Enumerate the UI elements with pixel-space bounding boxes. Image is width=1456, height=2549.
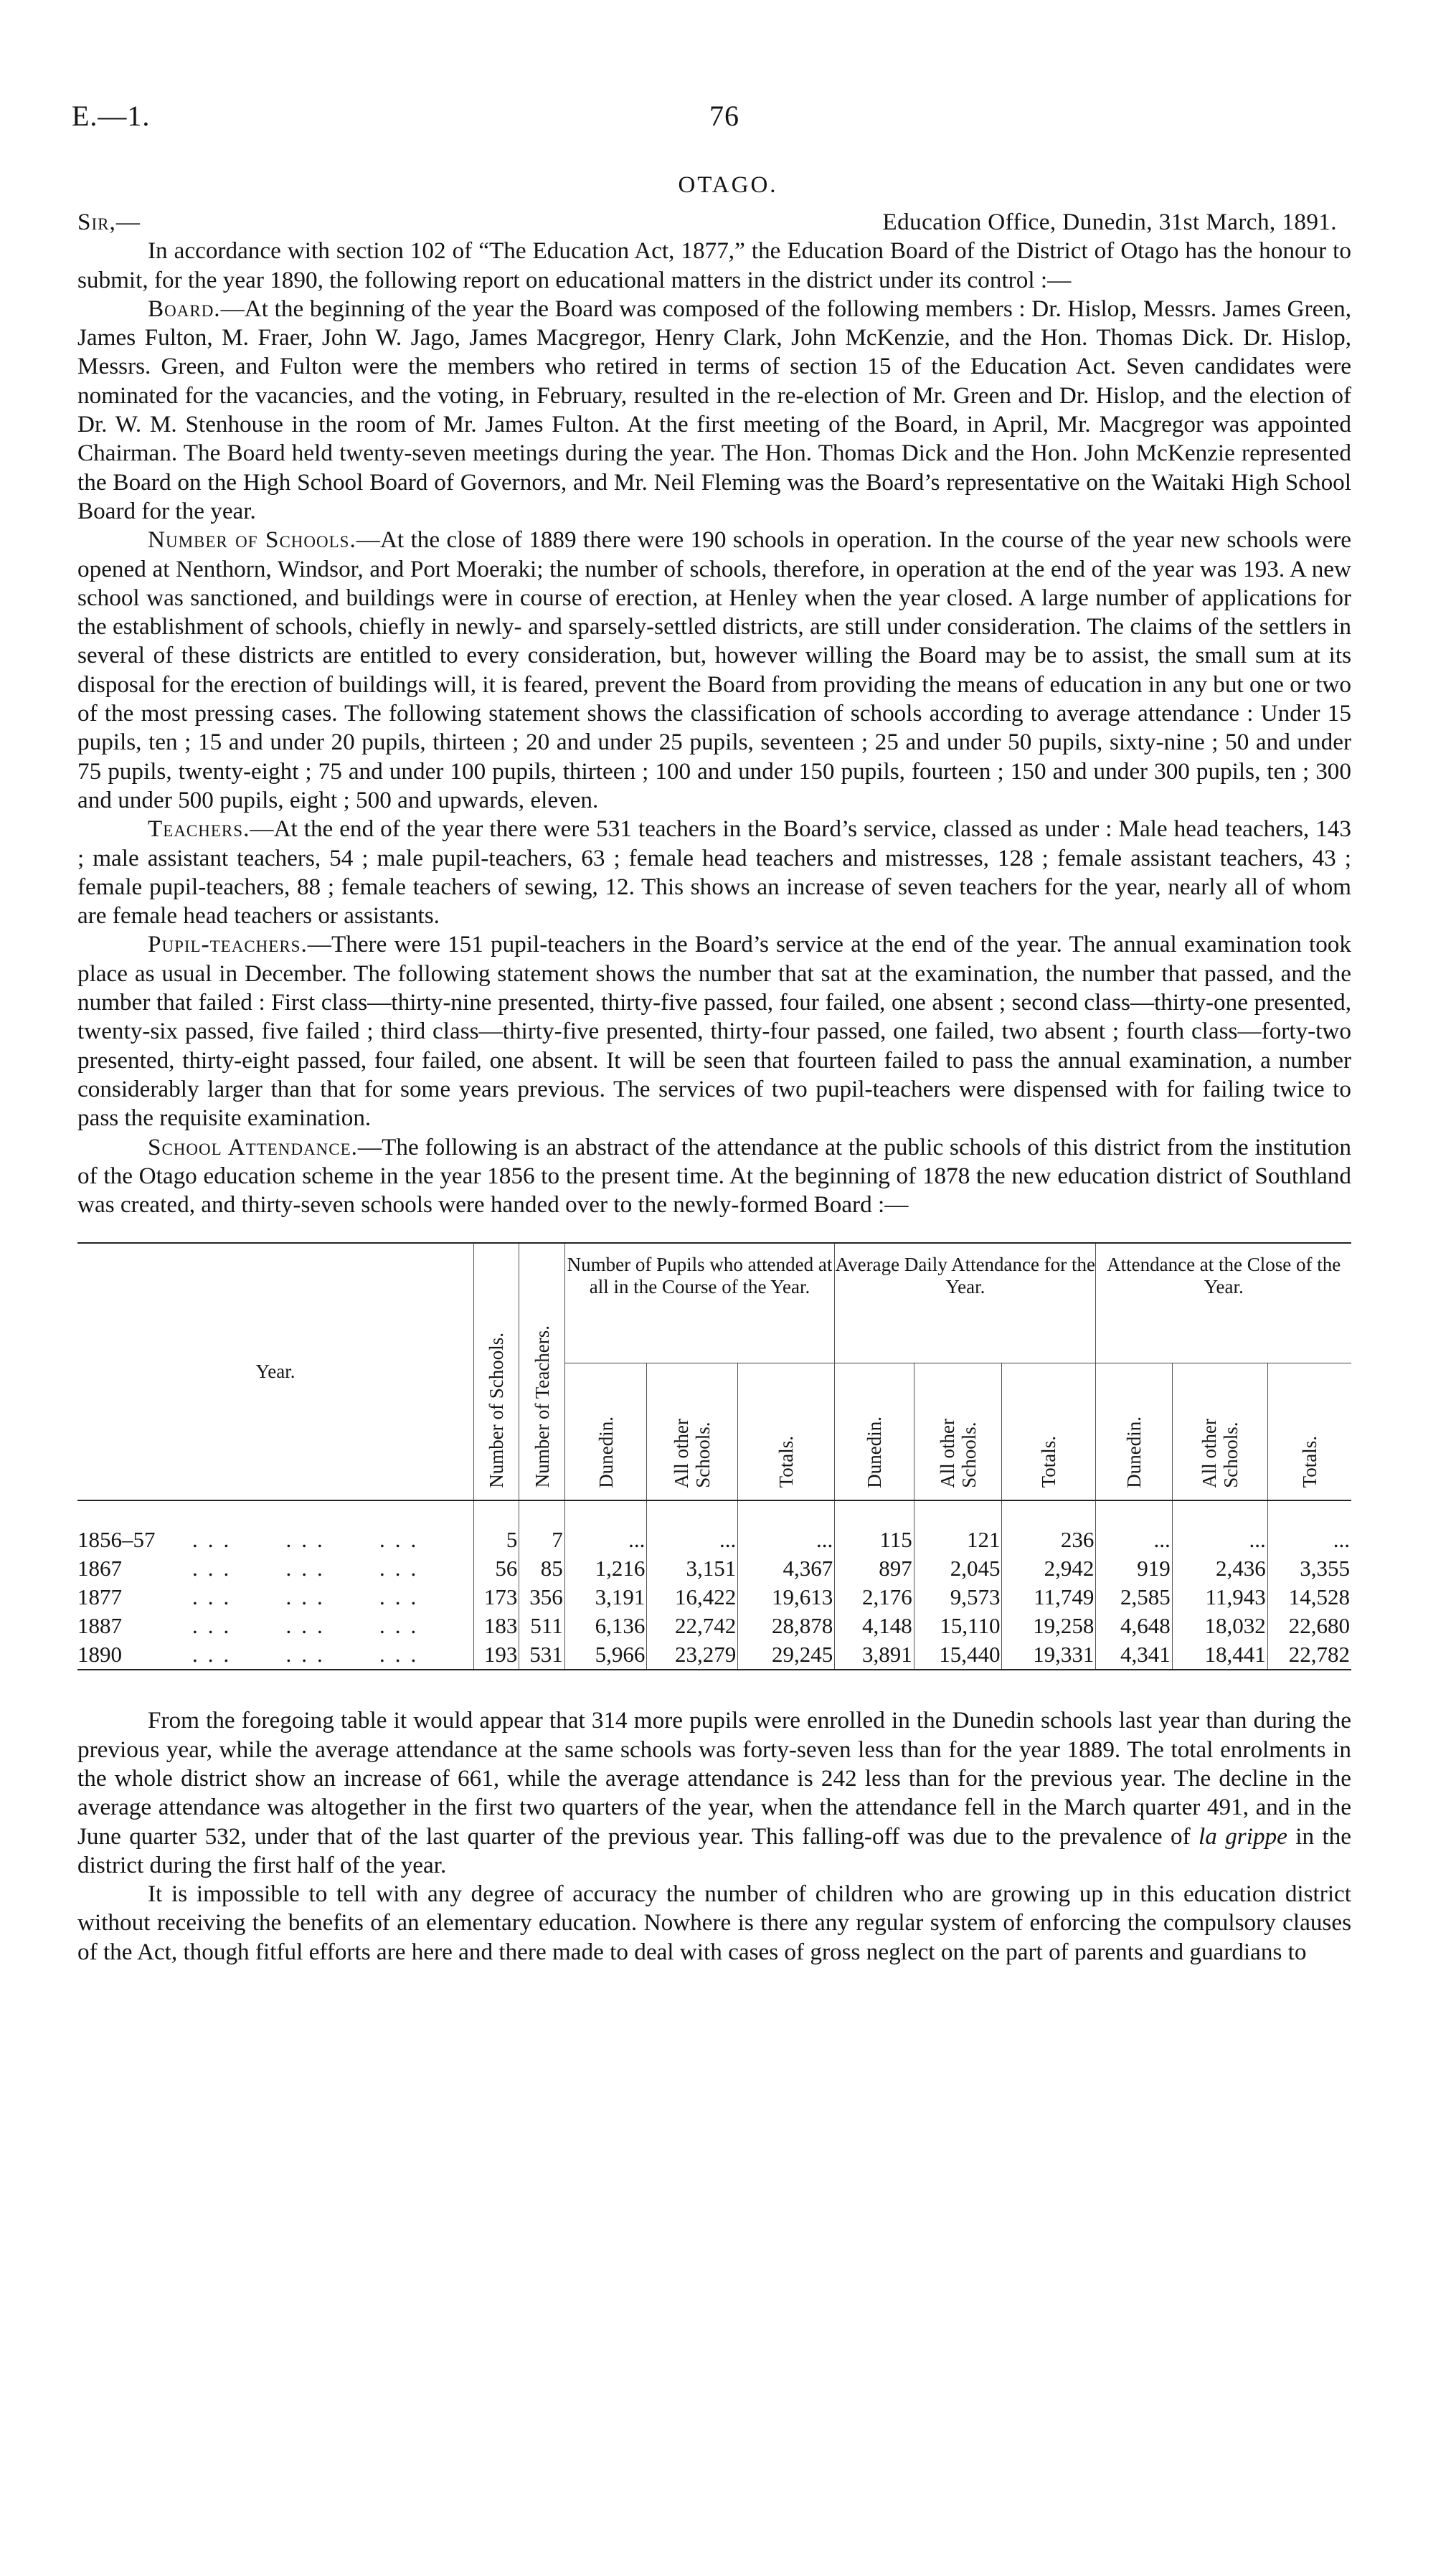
text-pupil-teachers: —There were 151 pupil-teachers in the Board’s service at the end of the year. The annual examination took place as usual in December. The following statement shows the number that sat at the examination, the number that passed, and the number that failed : First class—thirty-nine presented, thirty-five passed, four failed, one absent ; second class—thirty-one presented, twenty-six passed, five failed ; third class—thirty-five presented, thirty-four passed, one failed, two absent ; fourth class—forty-two presented, thirty-eight passed, four failed, one absent. It will be seen that fourteen failed to pass the annual examination, a number considerably larger than that for some years previous. The services of two pupil-teachers were dispensed with for failing twice to pass the requisite examination. [77,931,1351,1132]
cell-e-oth: 23,279 [647,1640,738,1670]
cell-e-dun: 1,216 [564,1554,647,1583]
cell-c-oth: 2,436 [1172,1554,1267,1583]
heading-board: Board. [148,295,221,322]
year-cell: 1887 ... ... ... [77,1613,427,1639]
close-group-header: Attendance at the Close of the Year. [1096,1243,1351,1363]
cell-a-oth: 121 [914,1526,1002,1554]
sub-totals: Totals. [738,1363,835,1501]
leader-dots: ... ... ... [192,1556,427,1581]
cell-a-tot: 236 [1002,1526,1096,1554]
cell-a-dun: 897 [835,1554,914,1583]
year-cell: 1856–57 ... ... ... [77,1527,427,1553]
sub-totals: Totals. [1002,1363,1096,1501]
paragraph-pupil-teachers [77,930,1351,1132]
report-body [77,208,1351,1967]
table-row [77,1583,1351,1612]
cell-e-oth: 16,422 [647,1583,738,1612]
paragraph-board [77,295,1351,526]
cell-teachers: 531 [519,1640,564,1670]
salutation: Sir,— [77,209,141,235]
heading-attendance: School Attendance. [148,1133,358,1160]
cell-e-dun: ... [564,1526,647,1554]
cell-e-tot: 28,878 [738,1612,835,1640]
cell-c-tot: 22,782 [1267,1640,1351,1670]
cell-a-tot: 2,942 [1002,1554,1096,1583]
paragraph-after-table-1: From the foregoing table it would appear that 314 more pupils were enrolled in the Dunedin schools last year than during the previous year, while the average attendance at the same schools was forty-seven less than for the year 1889. The total enrolments in the whole district show an increase of 661, while the average attendance is 242 less than for the previous year. The decline in the average attendance was altogether in the first two quarters of the year, when the attendance fell in the March quarter 491, and in the June quarter 532, under that of the last quarter of the previous year. This falling-off was due to the prevalence of la grippe in the district during the first half of the year. [77,1707,1352,1878]
cell-c-dun: 919 [1096,1554,1172,1583]
sub-dunedin: Dunedin. [1096,1363,1172,1501]
cell-e-dun: 3,191 [564,1583,647,1612]
cell-schools: 5 [473,1526,519,1554]
sub-totals: Totals. [1267,1363,1351,1501]
cell-c-dun: ... [1096,1526,1172,1554]
cell-c-tot: 14,528 [1267,1583,1351,1612]
text-teachers: —At the end of the year there were 531 teachers in the Board’s service, classed as under : Male head teachers, 143 ; male assistant teachers, 54 ; male pupil-teachers, 63 ; female head teachers and mistresses, 128 ; female assistant teachers, 43 ; female pupil-teachers, 88 ; female teachers of sewing, 12. This shows an increase of seven teachers for the year, nearly all of whom are female head teachers or assistants. [77,815,1351,930]
cell-e-tot: 4,367 [738,1554,835,1583]
cell-c-tot: 3,355 [1267,1554,1351,1583]
cell-e-oth: ... [647,1526,738,1554]
cell-a-oth: 2,045 [914,1554,1002,1583]
cell-a-dun: 2,176 [835,1583,914,1612]
cell-c-oth: 18,032 [1172,1612,1267,1640]
cell-c-dun: 4,648 [1096,1612,1172,1640]
attendance-table [77,1242,1351,1670]
year-cell: 1867 ... ... ... [77,1556,427,1581]
text-attendance: —The following is an abstract of the attendance at the public schools of this district from the institution of the Otago education scheme in the year 1856 to the present time. At the beginning of 1878 the new education district of Southland was created, and thirty-seven schools were handed over to the newly-formed Board :— [77,1133,1351,1219]
cell-e-dun: 6,136 [564,1612,647,1640]
cell-schools: 183 [473,1612,519,1640]
paragraph-intro: In accordance with section 102 of “The Education Act, 1877,” the Education Board of the District of Otago has the honour to submit, for the year 1890, the following report on educational matters in the district under its control :— [77,237,1351,293]
heading-schools: Number of Schools. [148,526,356,554]
italic-la-grippe: la grippe [1199,1822,1287,1850]
table-row [77,1526,1351,1554]
cell-a-dun: 115 [835,1526,914,1554]
section-title: OTAGO. [678,172,778,198]
cell-c-oth: 11,943 [1172,1583,1267,1612]
paragraph-attendance [77,1133,1351,1220]
table-spacer [77,1500,1351,1526]
cell-e-tot: ... [738,1526,835,1554]
cell-schools: 56 [473,1554,519,1583]
address-line: Education Office, Dunedin, 31st March, 1891. [882,209,1337,235]
year-cell: 1877 ... ... ... [77,1584,427,1610]
cell-c-dun: 4,341 [1096,1640,1172,1670]
paragraph-schools [77,526,1351,815]
cell-e-oth: 22,742 [647,1612,738,1640]
schools-header: Number of Schools. [473,1243,519,1500]
table-row [77,1640,1351,1670]
paragraph-after-table-2: It is impossible to tell with any degree of accuracy the number of children who are growing up in this education district without receiving the benefits of an elementary education. Nowhere is there any regular system of enforcing the compulsory clauses of the Act, though fitful efforts are here and there made to deal with cases of gross neglect on the part of parents and guardians to [77,1881,1351,1965]
cell-a-oth: 15,110 [914,1612,1002,1640]
cell-a-oth: 15,440 [914,1640,1002,1670]
sub-other: All other Schools. [914,1363,1002,1501]
sub-dunedin: Dunedin. [564,1363,647,1501]
leader-dots: ... ... ... [192,1584,427,1610]
table-body [77,1526,1351,1670]
paragraph-teachers [77,815,1351,930]
sub-other: All other Schools. [647,1363,738,1501]
salutation-line [77,208,1351,237]
average-group-header: Average Daily Attendance for the Year. [835,1243,1096,1363]
cell-a-dun: 3,891 [835,1640,914,1670]
cell-c-oth: 18,441 [1172,1640,1267,1670]
cell-schools: 193 [473,1640,519,1670]
enrolled-group-header: Number of Pupils who attended at all in the Course of the Year. [564,1243,834,1363]
cell-e-dun: 5,966 [564,1640,647,1670]
attendance-table-wrapper [77,1242,1351,1670]
cell-teachers: 511 [519,1612,564,1640]
cell-a-dun: 4,148 [835,1612,914,1640]
leader-dots: ... ... ... [192,1613,427,1639]
cell-c-tot: 22,680 [1267,1612,1351,1640]
cell-a-tot: 19,258 [1002,1612,1096,1640]
cell-c-oth: ... [1172,1526,1267,1554]
cell-e-tot: 29,245 [738,1640,835,1670]
sub-other: All other Schools. [1172,1363,1267,1501]
text-schools: —At the close of 1889 there were 190 schools in operation. In the course of the year new schools were opened at Nenthorn, Windsor, and Port Moeraki; the number of schools, therefore, in operation at the end of the year was 193. A new school was sanctioned, and buildings were in course of erection, at Henley when the year closed. A large number of applications for the establishment of schools, chiefly in newly- and sparsely-settled districts, are still under consideration. The claims of the settlers in several of these districts are entitled to every consideration, but, however willing the Board may be to assist, the small sum at its disposal for the erection of buildings will, it is feared, prevent the Board from providing the means of education in any but one or two of the most pressing cases. The following statement shows the classification of schools according to average attendance : Under 15 pupils, ten ; 15 and under 20 pupils, thirteen ; 20 and under 25 pupils, seventeen ; 25 and under 50 pupils, sixty-nine ; 50 and under 75 pupils, twenty-eight ; 75 and under 100 pupils, thirteen ; 100 and under 150 pupils, fourteen ; 150 and under 300 pupils, ten ; 300 and under 500 pupils, eight ; 500 and upwards, eleven. [77,526,1351,813]
cell-e-oth: 3,151 [647,1554,738,1583]
heading-teachers: Teachers. [148,815,250,843]
cell-c-dun: 2,585 [1096,1583,1172,1612]
cell-a-oth: 9,573 [914,1583,1002,1612]
cell-a-tot: 19,331 [1002,1640,1096,1670]
cell-a-tot: 11,749 [1002,1583,1096,1612]
leader-dots: ... ... ... [192,1527,427,1553]
page-number: 76 [709,100,739,132]
heading-pupil-teachers: Pupil-teachers. [148,931,308,958]
leader-dots: ... ... ... [192,1642,427,1668]
cell-teachers: 356 [519,1583,564,1612]
cell-teachers: 85 [519,1554,564,1583]
cell-e-tot: 19,613 [738,1583,835,1612]
report-code: E.—1. [72,100,151,132]
year-header: Year. [255,1361,296,1383]
cell-schools: 173 [473,1583,519,1612]
table-header-row [77,1243,1351,1363]
cell-c-tot: ... [1267,1526,1351,1554]
year-cell: 1890 ... ... ... [77,1640,473,1670]
table-row [77,1612,1351,1640]
cell-teachers: 7 [519,1526,564,1554]
table-row [77,1554,1351,1583]
sub-dunedin: Dunedin. [835,1363,914,1501]
teachers-header: Number of Teachers. [519,1243,564,1500]
text-board: —At the beginning of the year the Board was composed of the following members : Dr. Hislop, Messrs. James Green, James Fulton, M. Fraer, John W. Jago, James Macgregor, Henry Clark, John McKenzie, and the Hon. Thomas Dick. Dr. Hislop, Messrs. Green, and Fulton were the members who retired in terms of section 15 of the Education Act. Seven candidates were nominated for the vacancies, and the voting, in February, resulted in the re-election of Mr. Green and Dr. Hislop, and the election of Dr. W. M. Stenhouse in the room of Mr. James Fulton. At the first meeting of the Board, in April, Mr. Macgregor was appointed Chairman. The Board held twenty-seven meetings during the year. The Hon. Thomas Dick and the Hon. John McKenzie represented the Board on the High School Board of Governors, and Mr. Neil Fleming was the Board’s representative on the Waitaki High School Board for the year. [77,295,1351,524]
